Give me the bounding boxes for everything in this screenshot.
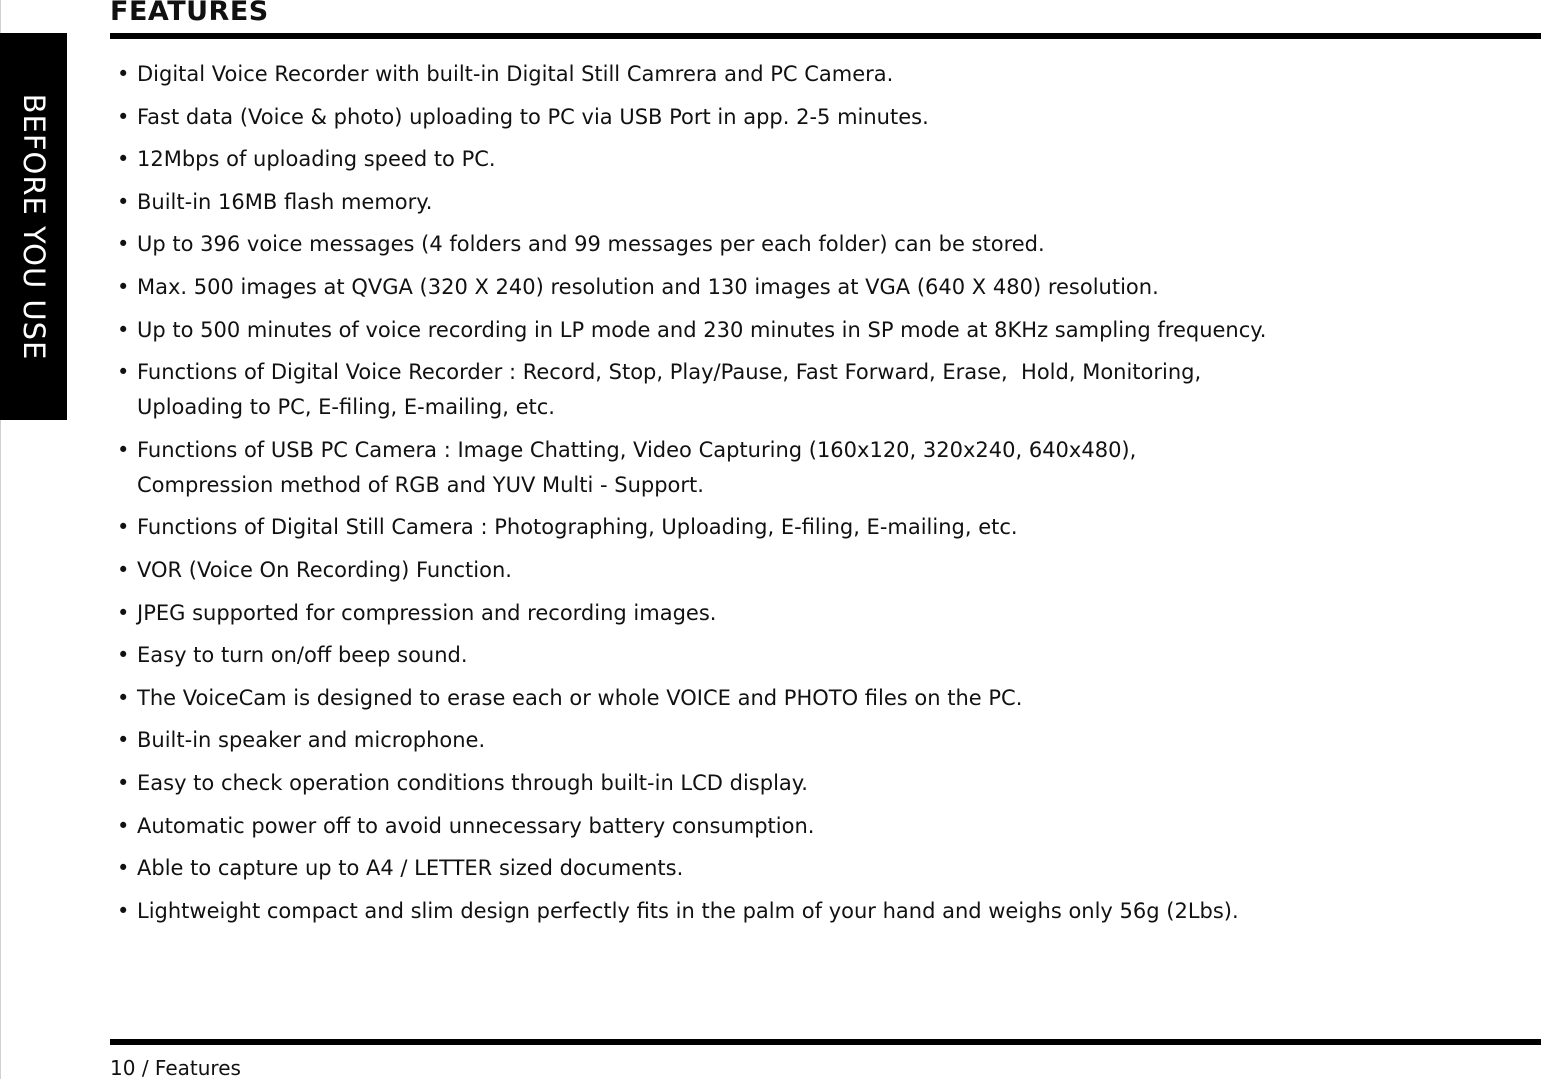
feature-text: Built-in 16MB flash memory. xyxy=(137,189,433,214)
page-title: FEATURES xyxy=(110,0,269,27)
feature-list-item xyxy=(117,553,1517,588)
footer-rule xyxy=(110,1039,1541,1045)
feature-text: 12Mbps of uploading speed to PC. xyxy=(137,147,496,172)
feature-text: The VoiceCam is designed to erase each or whole VOICE and PHOTO files on the PC. xyxy=(137,685,1023,710)
bullet-icon: • xyxy=(117,62,130,86)
feature-list-item xyxy=(117,894,1517,929)
feature-text: Functions of USB PC Camera : Image Chatting, Video Capturing (160x120, 320x240, 640x480), Compression method of RGB and YUV Multi - Support. xyxy=(137,437,1137,497)
feature-list-item xyxy=(117,723,1517,758)
bullet-icon: • xyxy=(117,813,130,838)
feature-list-item xyxy=(117,185,1517,220)
feature-list-item xyxy=(117,681,1517,716)
feature-text: Functions of Digital Voice Recorder : Record, Stop, Play/Pause, Fast Forward, Erase, Hold, Monitoring, Uploading to PC, E-filing, E-mailing, etc. xyxy=(137,360,1202,420)
feature-text: Easy to check operation conditions through built-in LCD display. xyxy=(137,770,808,795)
feature-text: VOR (Voice On Recording) Function. xyxy=(137,557,512,582)
feature-list-item xyxy=(117,57,1517,92)
feature-list-item xyxy=(117,270,1517,305)
bullet-icon: • xyxy=(117,898,130,923)
bullet-icon: • xyxy=(117,770,130,795)
feature-text: Up to 396 voice messages (4 folders and 99 messages per each folder) can be stored. xyxy=(137,232,1045,257)
bullet-icon: • xyxy=(117,360,130,385)
bullet-icon: • xyxy=(117,728,130,753)
bullet-icon: • xyxy=(117,557,130,582)
bullet-icon: • xyxy=(117,147,130,172)
feature-text: Fast data (Voice & photo) uploading to PC via USB Port in app. 2-5 minutes. xyxy=(137,104,929,129)
header-rule xyxy=(110,33,1541,39)
section-tab xyxy=(0,33,67,420)
bullet-icon: • xyxy=(117,643,130,668)
footer-separator: / xyxy=(141,1056,149,1080)
feature-text: Functions of Digital Still Camera : Photographing, Uploading, E-filing, E-mailing, etc. xyxy=(137,515,1018,540)
feature-text: Built-in speaker and microphone. xyxy=(137,728,486,753)
footer-section-name: Features xyxy=(154,1056,241,1080)
feature-text: Up to 500 minutes of voice recording in LP mode and 230 minutes in SP mode at 8KHz sampling frequency. xyxy=(137,317,1267,342)
feature-text: JPEG supported for compression and recording images. xyxy=(137,600,717,625)
feature-list-item xyxy=(117,638,1517,673)
bullet-icon: • xyxy=(117,437,130,462)
page-number: 10 xyxy=(110,1056,136,1080)
bullet-icon: • xyxy=(117,274,130,299)
bullet-icon: • xyxy=(117,232,130,257)
bullet-icon: • xyxy=(117,189,130,214)
feature-list-item xyxy=(117,510,1517,545)
feature-list-item xyxy=(117,433,1517,503)
feature-text: Max. 500 images at QVGA (320 X 240) resolution and 130 images at VGA (640 X 480) resolution. xyxy=(137,274,1159,299)
bullet-icon: • xyxy=(117,685,130,710)
feature-text: Lightweight compact and slim design perfectly fits in the palm of your hand and weighs only 56g (2Lbs). xyxy=(137,898,1239,923)
bullet-icon: • xyxy=(117,856,130,881)
feature-list-item xyxy=(117,809,1517,844)
feature-text: Automatic power off to avoid unnecessary battery consumption. xyxy=(137,813,815,838)
feature-list-item xyxy=(117,100,1517,135)
bullet-icon: • xyxy=(117,104,130,129)
feature-list-item xyxy=(117,227,1517,262)
feature-text: Digital Voice Recorder with built-in Digital Still Camrera and PC Camera. xyxy=(137,62,894,86)
feature-list-item xyxy=(117,355,1517,425)
feature-text: Able to capture up to A4 / LETTER sized documents. xyxy=(137,856,684,881)
feature-list-item xyxy=(117,142,1517,177)
bullet-icon: • xyxy=(117,317,130,342)
feature-list xyxy=(117,57,1517,936)
feature-list-item xyxy=(117,851,1517,886)
bullet-icon: • xyxy=(117,600,130,625)
section-tab-label: BEFORE YOU USE xyxy=(16,93,51,360)
feature-text: Easy to turn on/off beep sound. xyxy=(137,643,468,668)
bullet-icon: • xyxy=(117,515,130,540)
feature-list-item xyxy=(117,596,1517,631)
feature-list-item xyxy=(117,766,1517,801)
feature-list-item xyxy=(117,313,1517,348)
